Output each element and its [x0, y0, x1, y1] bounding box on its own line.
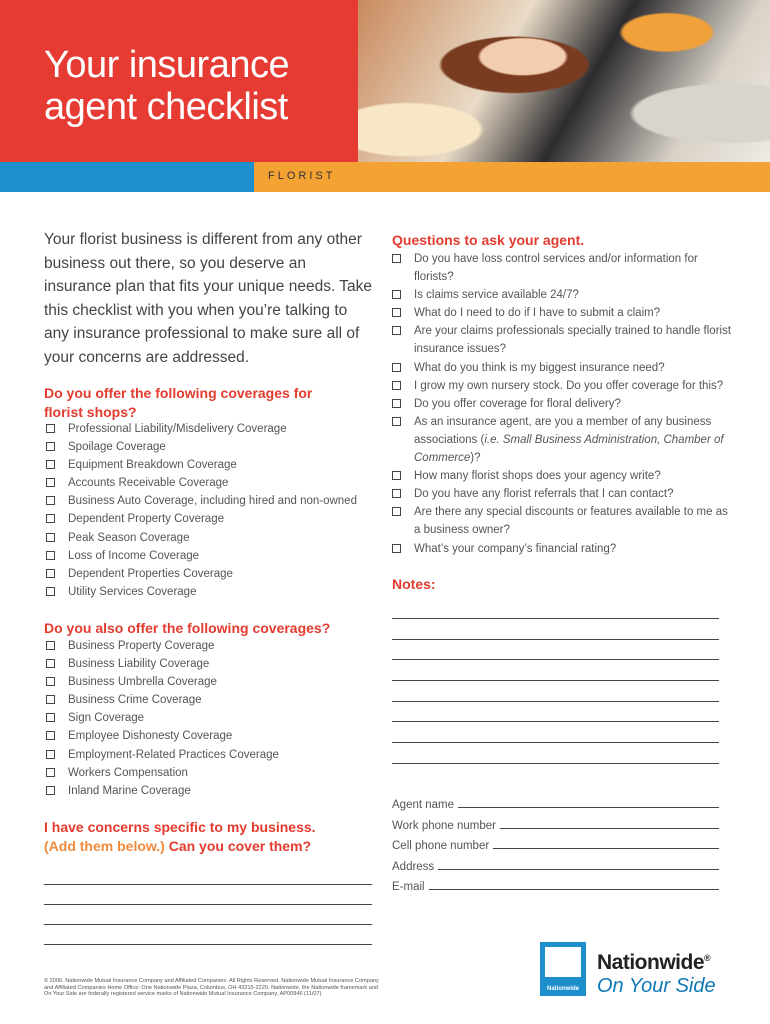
checkbox[interactable]: [46, 750, 55, 759]
page-title: [44, 44, 289, 128]
question-item[interactable]: What do I need to do if I have to submit a claim?: [392, 304, 732, 322]
concerns-line[interactable]: [44, 944, 372, 945]
notes-heading: Notes:: [392, 576, 436, 592]
coverage-item[interactable]: Inland Marine Coverage: [46, 782, 279, 800]
checkbox[interactable]: [46, 478, 55, 487]
coverage-item[interactable]: Sign Coverage: [46, 709, 279, 727]
concerns-heading-question: Can you cover them?: [168, 838, 312, 854]
checkbox[interactable]: [392, 399, 401, 408]
coverage-item[interactable]: Business Auto Coverage, including hired and non-owned: [46, 492, 357, 510]
checkbox[interactable]: [46, 460, 55, 469]
question-item[interactable]: Do you have any florist referrals that I can contact?: [392, 485, 732, 503]
email-line[interactable]: [429, 889, 719, 890]
checkbox[interactable]: [392, 290, 401, 299]
coverage-item[interactable]: Accounts Receivable Coverage: [46, 474, 357, 492]
question-item[interactable]: What’s your company’s financial rating?: [392, 540, 732, 558]
checkbox[interactable]: [46, 424, 55, 433]
checkbox[interactable]: [392, 308, 401, 317]
checkbox[interactable]: [46, 731, 55, 740]
checkbox[interactable]: [392, 363, 401, 372]
notes-line[interactable]: [392, 680, 719, 681]
checkbox[interactable]: [46, 514, 55, 523]
coverage-item[interactable]: Utility Services Coverage: [46, 583, 357, 601]
checkbox[interactable]: [46, 496, 55, 505]
concerns-heading-line1: I have concerns specific to my business.: [44, 819, 316, 835]
coverage-item[interactable]: Spoilage Coverage: [46, 438, 357, 456]
title-line-2: agent checklist: [44, 86, 288, 128]
hero-banner: [0, 0, 770, 162]
agent-name-field[interactable]: Agent name: [392, 799, 719, 811]
checkbox[interactable]: [46, 569, 55, 578]
notes-line[interactable]: [392, 742, 719, 743]
category-label: FLORIST: [268, 170, 336, 182]
intro-paragraph: Your florist business is different from any other business out there, so you deserve an insurance plan that fits your unique needs. Take this checklist with you when you’re talking to any insurance professional to make sure all of your concerns are addressed.: [44, 231, 373, 366]
legal-notice: © 2006. Nationwide Mutual Insurance Company and Affiliated Companies. All Rights Reserved. Nationwide Mutual Insurance Company and Affiliated Companies Home Office: One Nationwide Plaza, Columbus, OH 43215-2220. Nationwide, the Nationwide framemark and On Your Side are federally registered service marks of Nationwide Mutual Insurance Company. AP00946 (11/07): [44, 978, 379, 998]
checkbox[interactable]: [392, 471, 401, 480]
coverage-item[interactable]: Dependent Property Coverage: [46, 510, 357, 528]
coverage-item[interactable]: Dependent Properties Coverage: [46, 565, 357, 583]
checkbox[interactable]: [46, 641, 55, 650]
checkbox[interactable]: [46, 442, 55, 451]
work-phone-field[interactable]: Work phone number: [392, 820, 719, 832]
checkbox[interactable]: [46, 768, 55, 777]
coverage-item[interactable]: Workers Compensation: [46, 764, 279, 782]
email-field[interactable]: E-mail: [392, 881, 719, 893]
concerns-line[interactable]: [44, 924, 372, 925]
coverage-item[interactable]: Professional Liability/Misdelivery Coverage: [46, 420, 357, 438]
question-item[interactable]: Do you offer coverage for floral delivery?: [392, 395, 732, 413]
checkbox[interactable]: [392, 544, 401, 553]
cell-phone-field[interactable]: Cell phone number: [392, 840, 719, 852]
concerns-line[interactable]: [44, 904, 372, 905]
question-item[interactable]: Is claims service available 24/7?: [392, 286, 732, 304]
question-item[interactable]: I grow my own nursery stock. Do you offer coverage for this?: [392, 377, 732, 395]
cell-phone-line[interactable]: [493, 848, 719, 849]
brand-tagline: On Your Side: [597, 975, 716, 997]
notes-line[interactable]: [392, 659, 719, 660]
notes-line[interactable]: [392, 721, 719, 722]
question-item[interactable]: As an insurance agent, are you a member of any business associations (i.e. Small Business Administration, Chamber of Commerce)?: [392, 413, 732, 467]
coverage-item[interactable]: Business Property Coverage: [46, 637, 279, 655]
checkbox[interactable]: [46, 659, 55, 668]
also-coverages-list: [46, 637, 279, 800]
checkbox[interactable]: [46, 587, 55, 596]
question-item[interactable]: How many florist shops does your agency write?: [392, 467, 732, 485]
question-item[interactable]: What do you think is my biggest insurance need?: [392, 359, 732, 377]
work-phone-line[interactable]: [500, 828, 719, 829]
coverage-item[interactable]: Loss of Income Coverage: [46, 547, 357, 565]
questions-heading: Questions to ask your agent.: [392, 232, 585, 248]
checkbox[interactable]: [46, 713, 55, 722]
checkbox[interactable]: [392, 381, 401, 390]
question-item[interactable]: Are your claims professionals specially trained to handle florist insurance issues?: [392, 322, 732, 358]
notes-line[interactable]: [392, 618, 719, 619]
question-item[interactable]: Do you have loss control services and/or information for florists?: [392, 250, 732, 286]
band-blue-block: [0, 162, 254, 192]
coverage-item[interactable]: Business Umbrella Coverage: [46, 673, 279, 691]
checkbox[interactable]: [46, 533, 55, 542]
coverages-list: [46, 420, 357, 601]
coverage-item[interactable]: Employment-Related Practices Coverage: [46, 746, 279, 764]
notes-line[interactable]: [392, 763, 719, 764]
also-coverages-heading: Do you also offer the following coverages?: [44, 620, 331, 636]
coverages-heading: Do you offer the following coverages for florist shops?: [44, 385, 313, 420]
coverage-item[interactable]: Business Crime Coverage: [46, 691, 279, 709]
checkbox[interactable]: [392, 417, 401, 426]
checkbox[interactable]: [46, 551, 55, 560]
brand-name: Nationwide®: [597, 951, 711, 974]
coverage-item[interactable]: Business Liability Coverage: [46, 655, 279, 673]
questions-list: [392, 250, 732, 558]
checkbox[interactable]: [46, 695, 55, 704]
coverage-item[interactable]: Equipment Breakdown Coverage: [46, 456, 357, 474]
agent-name-line[interactable]: [458, 807, 719, 808]
notes-line[interactable]: [392, 639, 719, 640]
concerns-heading: [44, 818, 364, 856]
address-field[interactable]: Address: [392, 861, 719, 873]
checkbox[interactable]: [392, 326, 401, 335]
coverage-item[interactable]: Peak Season Coverage: [46, 529, 357, 547]
question-item[interactable]: Are there any special discounts or features available to me as a business owner?: [392, 503, 732, 539]
category-band: [0, 162, 770, 192]
nationwide-logo-icon: [540, 942, 586, 996]
concerns-line[interactable]: [44, 884, 372, 885]
title-line-1: Your insurance: [44, 44, 290, 86]
logo-box-label: Nationwide: [546, 986, 579, 992]
concerns-heading-note: (Add them below.): [44, 838, 165, 854]
address-line[interactable]: [438, 869, 719, 870]
checkbox[interactable]: [392, 489, 401, 498]
checkbox[interactable]: [392, 254, 401, 263]
logo-frame: [545, 947, 581, 977]
checkbox[interactable]: [46, 786, 55, 795]
hero-photo: [358, 0, 770, 162]
checkbox[interactable]: [46, 677, 55, 686]
notes-line[interactable]: [392, 701, 719, 702]
checkbox[interactable]: [392, 507, 401, 516]
coverage-item[interactable]: Employee Dishonesty Coverage: [46, 727, 279, 745]
